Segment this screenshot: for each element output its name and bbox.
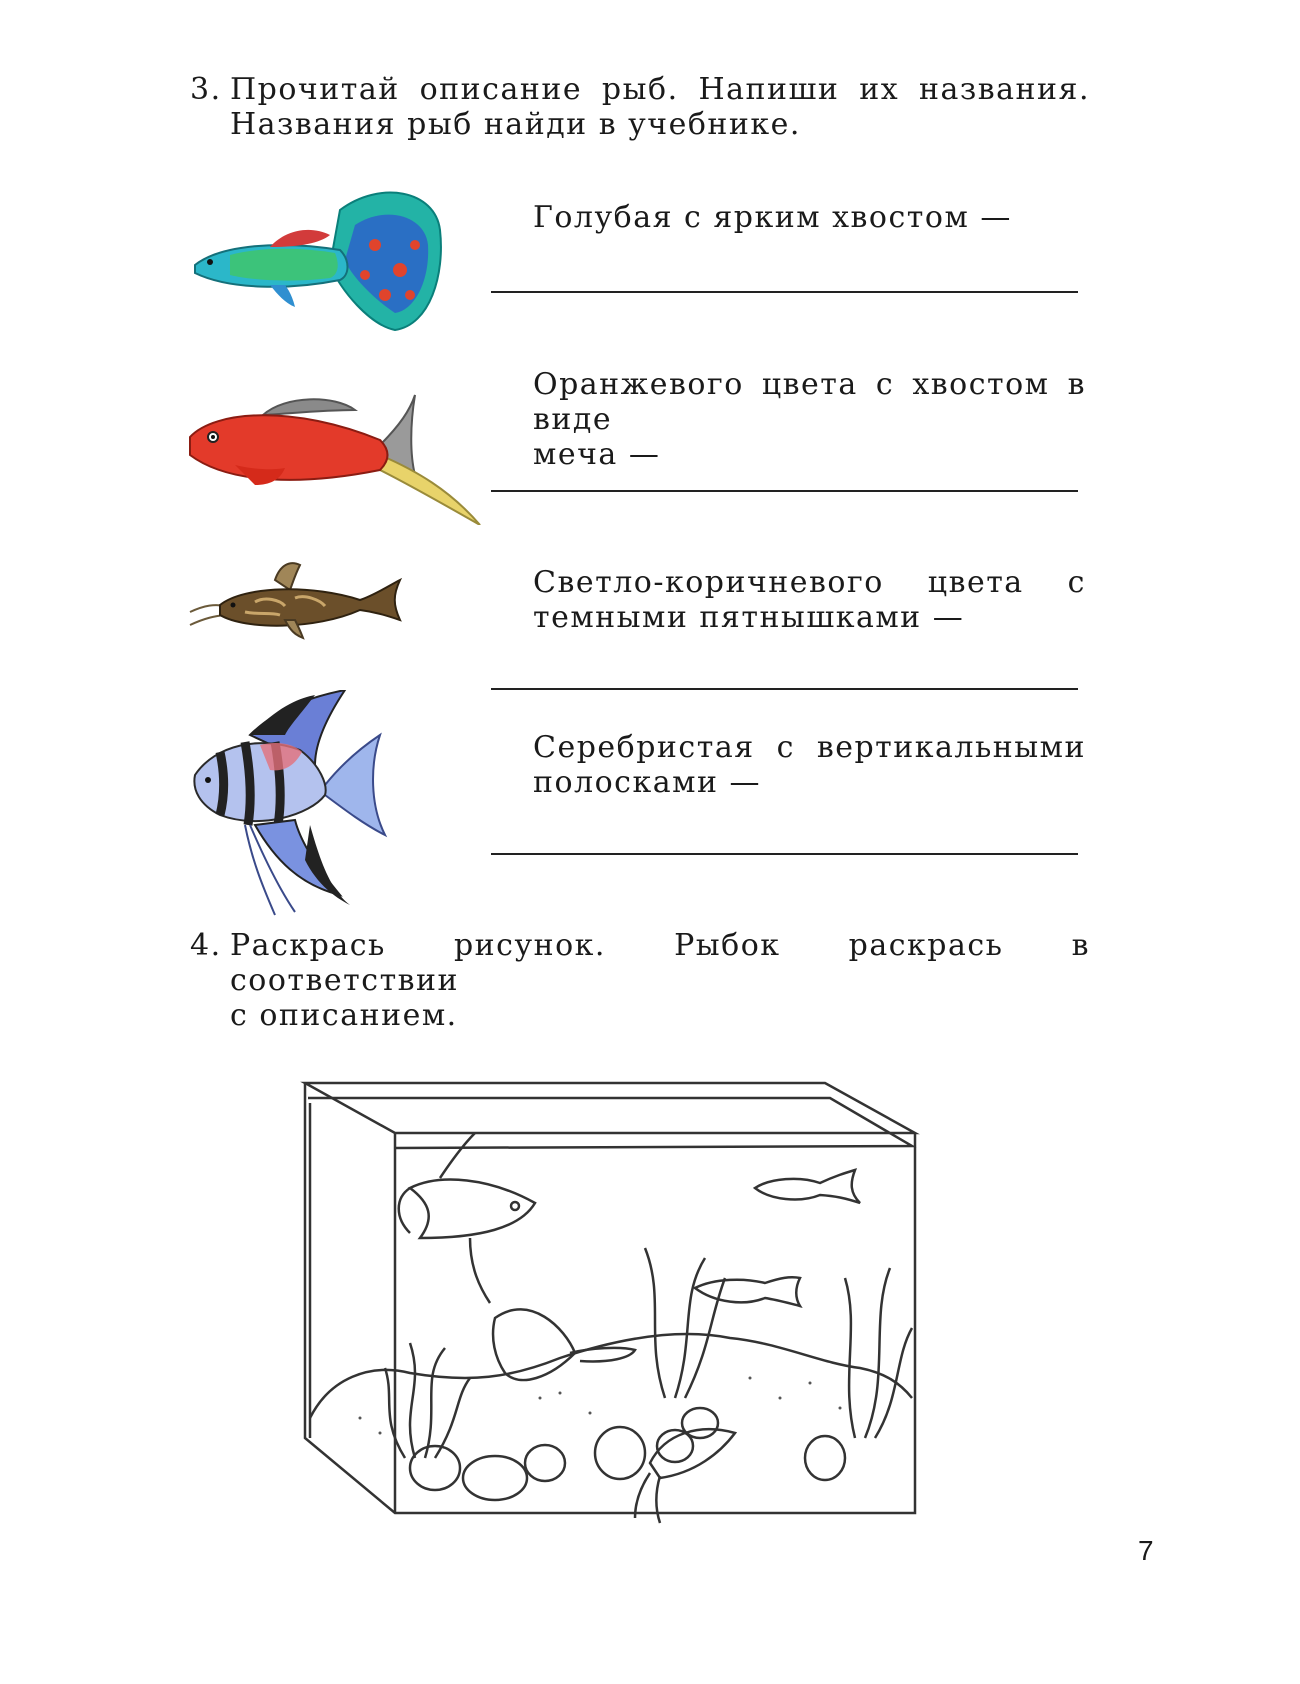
task-text-line: с описанием. bbox=[230, 998, 458, 1033]
description-line: меча — bbox=[533, 437, 661, 472]
guppy-fish-illustration bbox=[190, 185, 450, 335]
answer-line[interactable] bbox=[491, 853, 1078, 855]
task-text-line: Названия рыб найди в учебнике. bbox=[230, 107, 801, 142]
fish-description bbox=[533, 200, 1086, 235]
aquarium-coloring-outline bbox=[300, 1078, 940, 1538]
description-line: полосками — bbox=[533, 765, 761, 800]
answer-line[interactable] bbox=[491, 490, 1078, 492]
description-line: темными пятнышками — bbox=[533, 600, 965, 635]
fish-description bbox=[533, 565, 1086, 635]
description-line: Серебристая с вертикальными bbox=[533, 730, 1086, 765]
swordtail-fish-illustration bbox=[185, 385, 485, 525]
task-number: 4. bbox=[190, 928, 222, 963]
answer-line[interactable] bbox=[491, 688, 1078, 690]
angelfish-illustration bbox=[190, 690, 395, 920]
page-number: 7 bbox=[1138, 1535, 1154, 1566]
task-3-heading bbox=[190, 72, 1090, 142]
task-text-line: Прочитай описание рыб. Напиши их названия. bbox=[230, 72, 1090, 107]
description-line: Голубая с ярким хвостом — bbox=[533, 200, 1012, 235]
fish-description bbox=[533, 730, 1086, 800]
answer-line[interactable] bbox=[491, 291, 1078, 293]
task-4-heading bbox=[190, 928, 1090, 1033]
task-number: 3. bbox=[190, 72, 222, 107]
task-text-line: Раскрась рисунок. Рыбок раскрась в соответствии bbox=[230, 928, 1090, 998]
fish-description bbox=[533, 367, 1086, 472]
description-line: Светло-коричневого цвета с bbox=[533, 565, 1086, 600]
catfish-illustration bbox=[185, 560, 405, 650]
description-line: Оранжевого цвета с хвостом в виде bbox=[533, 367, 1086, 437]
